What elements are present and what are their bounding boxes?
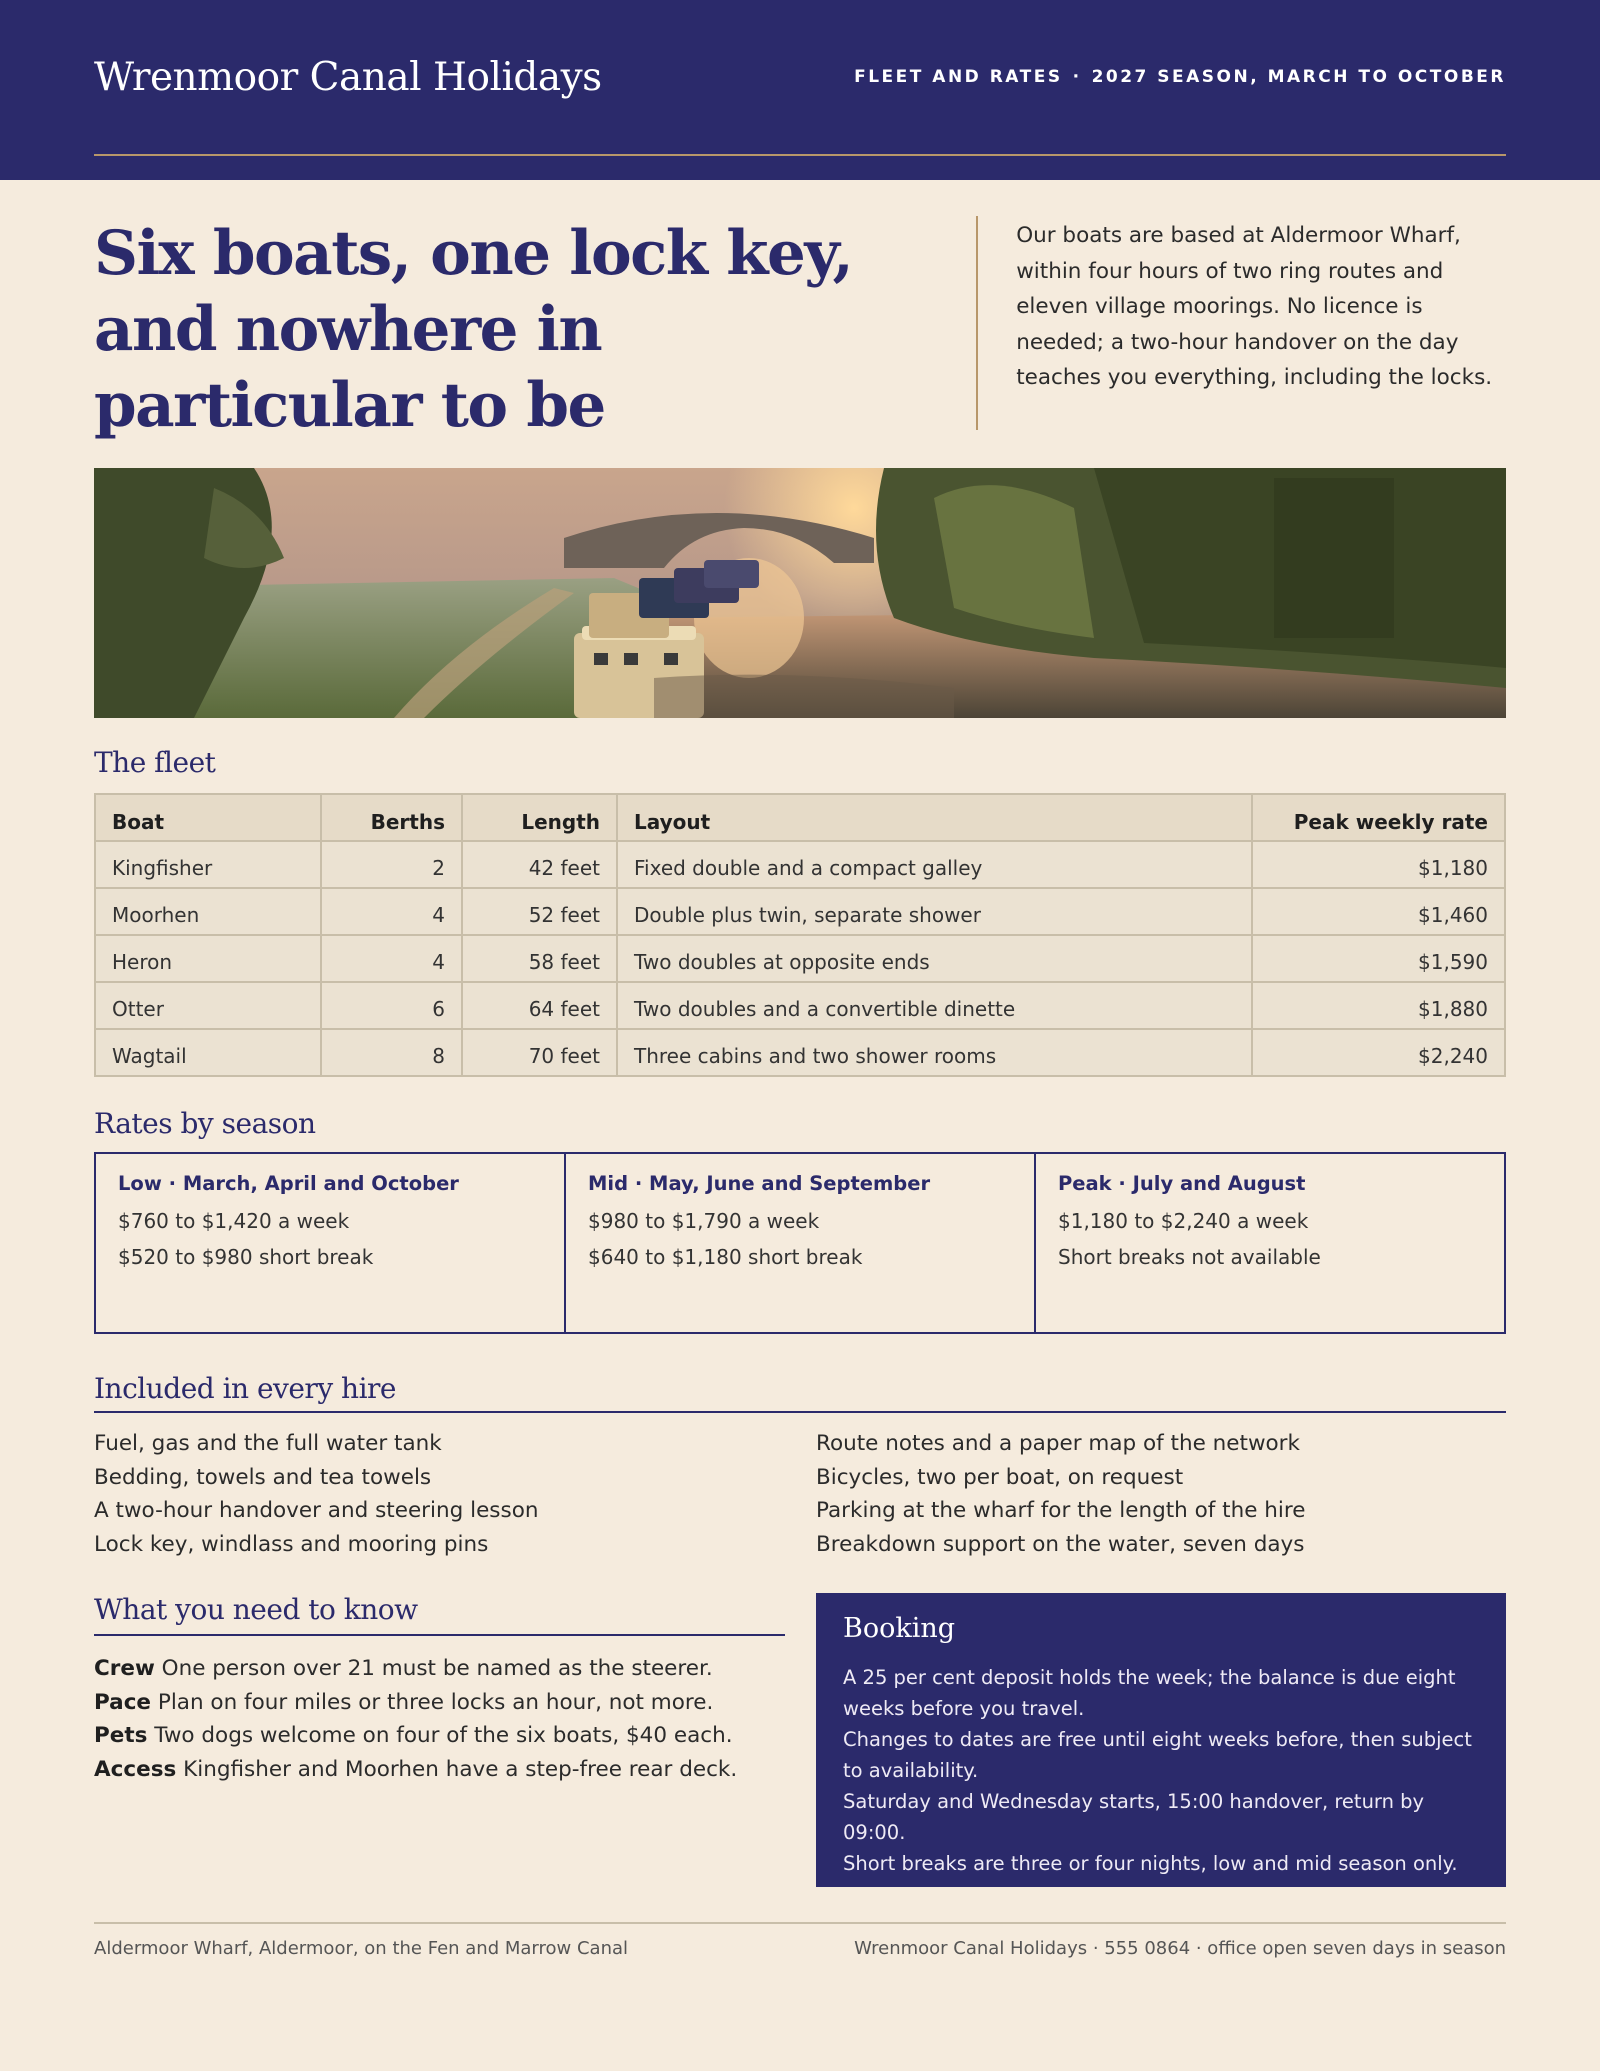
cell-berths: 6 — [321, 982, 462, 1029]
col-rate: Peak weekly rate — [1252, 794, 1505, 841]
booking-box — [816, 1593, 1506, 1887]
table-row — [95, 841, 1505, 888]
bottom-section — [94, 1593, 1506, 1887]
list-item: Breakdown support on the water, seven days — [816, 1531, 1305, 1557]
brand-name: Wrenmoor Canal Holidays — [94, 54, 602, 100]
rate-mid — [566, 1154, 1036, 1332]
fleet-header-row — [95, 794, 1505, 841]
cell-layout: Two doubles and a convertible dinette — [617, 982, 1252, 1029]
table-row — [95, 982, 1505, 1029]
booking-line: Saturday and Wednesday starts, 15:00 handover, return by 09:00. — [843, 1790, 1425, 1844]
cell-boat: Moorhen — [95, 888, 321, 935]
cell-berths: 2 — [321, 841, 462, 888]
header-banner — [0, 0, 1600, 180]
list-item: Parking at the wharf for the length of the hire — [816, 1498, 1306, 1523]
col-length: Length — [462, 794, 617, 841]
know-item — [94, 1753, 785, 1787]
cell-layout: Double plus twin, separate shower — [617, 888, 1252, 935]
cell-berths: 4 — [321, 888, 462, 935]
know-text: One person over 21 must be named as the steerer. — [161, 1656, 713, 1681]
cell-boat: Heron — [95, 935, 321, 982]
rate-heading: Peak · July and August — [1058, 1172, 1306, 1195]
rate-low — [96, 1154, 566, 1332]
header-tagline — [854, 67, 1506, 87]
footer — [94, 1922, 1506, 1959]
know-text: Kingfisher and Moorhen have a step-free rear deck. — [183, 1756, 738, 1782]
col-layout: Layout — [617, 794, 1252, 841]
rate-peak — [1036, 1154, 1504, 1332]
cell-length: 70 feet — [462, 1029, 617, 1076]
included-left — [94, 1427, 816, 1561]
table-row — [95, 1029, 1505, 1076]
hero — [0, 216, 1600, 444]
list-item: Bicycles, two per boat, on request — [816, 1464, 1184, 1490]
included-list — [94, 1427, 1506, 1561]
cell-boat: Wagtail — [95, 1029, 321, 1076]
cell-layout: Fixed double and a compact galley — [617, 841, 1252, 888]
headline: Six boats, one lock key, and nowhere in particular to be — [94, 218, 853, 441]
know-text: Two dogs welcome on four of the six boats, $40 each. — [154, 1723, 733, 1748]
col-berths: Berths — [321, 794, 462, 841]
cell-layout: Three cabins and two shower rooms — [617, 1029, 1252, 1076]
list-item: Fuel, gas and the full water tank — [94, 1431, 442, 1456]
cell-layout: Two doubles at opposite ends — [617, 935, 1252, 982]
cell-boat: Kingfisher — [95, 841, 321, 888]
rate-short-break: Short breaks not available — [1058, 1245, 1321, 1269]
fleet-table — [94, 793, 1506, 1077]
know-item — [94, 1652, 785, 1686]
cell-rate: $1,460 — [1252, 888, 1505, 935]
rates-title: Rates by season — [94, 1107, 316, 1140]
footer-address: Aldermoor Wharf, Aldermoor, on the Fen and Marrow Canal — [94, 1938, 629, 1959]
list-item: Lock key, windlass and mooring pins — [94, 1531, 489, 1557]
booking-line: Short breaks are three or four nights, low and mid season only. — [843, 1852, 1458, 1875]
cell-length: 52 feet — [462, 888, 617, 935]
rate-short-break: $520 to $980 short break — [118, 1245, 374, 1269]
cell-boat: Otter — [95, 982, 321, 1029]
list-item: A two-hour handover and steering lesson — [94, 1498, 539, 1523]
know-item — [94, 1686, 785, 1720]
col-boat: Boat — [95, 794, 321, 841]
know-label: Pets — [94, 1723, 148, 1748]
booking-line: Changes to dates are free until eight weeks before, then subject to availability. — [843, 1728, 1472, 1782]
cell-length: 64 feet — [462, 982, 617, 1029]
cell-rate: $1,180 — [1252, 841, 1505, 888]
know-section — [94, 1593, 785, 1887]
included-right — [816, 1427, 1506, 1561]
canal-photo-image — [94, 468, 1506, 718]
rate-heading: Mid · May, June and September — [588, 1172, 931, 1195]
tagline-separator: · — [1072, 67, 1082, 87]
cell-rate: $1,590 — [1252, 935, 1505, 982]
rate-weekly: $980 to $1,790 a week — [588, 1209, 820, 1233]
know-label: Crew — [94, 1656, 155, 1681]
list-item: Route notes and a paper map of the network — [816, 1431, 1300, 1456]
rate-weekly: $760 to $1,420 a week — [118, 1209, 350, 1233]
tagline-right: 2027 SEASON, MARCH TO OCTOBER — [1091, 67, 1506, 87]
know-label: Pace — [94, 1689, 152, 1715]
know-item — [94, 1719, 785, 1753]
rate-short-break: $640 to $1,180 short break — [588, 1245, 863, 1269]
know-title: What you need to know — [94, 1593, 785, 1636]
know-label: Access — [94, 1756, 177, 1782]
rates-grid — [94, 1152, 1506, 1334]
rate-heading: Low · March, April and October — [118, 1172, 459, 1195]
know-text: Plan on four miles or three locks an hour, not more. — [157, 1689, 714, 1715]
header-bar — [94, 0, 1506, 156]
fleet-title: The fleet — [94, 746, 216, 779]
cell-berths: 8 — [321, 1029, 462, 1076]
table-row — [95, 935, 1505, 982]
cell-length: 42 feet — [462, 841, 617, 888]
booking-title: Booking — [843, 1613, 956, 1644]
table-row — [95, 888, 1505, 935]
cell-length: 58 feet — [462, 935, 617, 982]
rate-weekly: $1,180 to $2,240 a week — [1058, 1209, 1309, 1233]
intro-text: Our boats are based at Aldermoor Wharf, within four hours of two ring routes and eleven village moorings. No licence is needed; a two-hour handover on the day teaches you everything, including the locks. — [976, 216, 1506, 430]
footer-contact: Wrenmoor Canal Holidays · 555 0864 · office open seven days in season — [854, 1938, 1506, 1959]
cell-rate: $2,240 — [1252, 1029, 1505, 1076]
cell-berths: 4 — [321, 935, 462, 982]
booking-line: A 25 per cent deposit holds the week; the balance is due eight weeks before you travel. — [843, 1666, 1456, 1720]
included-title: Included in every hire — [94, 1372, 1506, 1413]
list-item: Bedding, towels and tea towels — [94, 1464, 432, 1490]
cell-rate: $1,880 — [1252, 982, 1505, 1029]
canal-photo — [94, 468, 1506, 718]
tagline-left: FLEET AND RATES — [854, 67, 1063, 87]
